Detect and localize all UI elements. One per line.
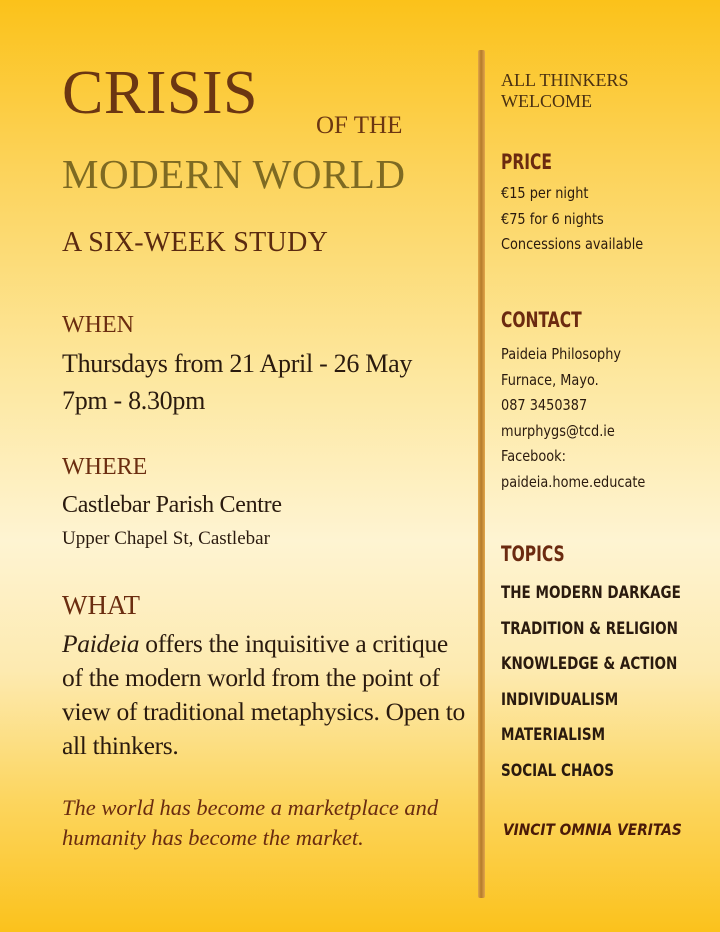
price-line: €75 for 6 nights [501, 209, 604, 228]
topic-item: MATERIALISM [501, 725, 606, 744]
contact-line: Facebook: [501, 447, 566, 465]
when-dates: Thursdays from 21 April - 26 May [62, 349, 413, 378]
vertical-divider [478, 50, 485, 898]
title-of-the: OF THE [316, 112, 403, 139]
price-heading: PRICE [501, 150, 553, 174]
topic-item: KNOWLEDGE & ACTION [501, 654, 678, 673]
price-line: Concessions available [501, 235, 644, 253]
description-text: offers the inquisitive a critique of the modern world from the point of view of traditional metaphysics. Open to all thinkers. [62, 629, 465, 760]
contact-phone: 087 3450387 [501, 396, 588, 414]
topic-item: INDIVIDUALISM [501, 689, 619, 709]
where-address: Upper Chapel St, Castlebar [62, 528, 270, 549]
topics-list [501, 575, 681, 788]
where-heading: WHERE [62, 454, 148, 480]
subtitle: A SIX-WEEK STUDY [62, 227, 329, 258]
brand-name: Paideia [62, 629, 140, 658]
contact-line: Furnace, Mayo. [501, 370, 599, 389]
contact-line: Paideia Philosophy [501, 345, 622, 363]
contact-email: murphygs@tcd.ie [501, 421, 615, 440]
quote: The world has become a marketplace and humanity has become the market. [62, 795, 439, 850]
what-description [62, 627, 472, 763]
contact-facebook: paideia.home.educate [501, 472, 646, 491]
price-list [501, 181, 643, 258]
price-line: €15 per night [501, 184, 589, 202]
contact-heading: CONTACT [501, 308, 582, 332]
where-venue: Castlebar Parish Centre [62, 492, 282, 518]
topic-item: THE MODERN DARKAGE [501, 583, 681, 602]
motto: VINCIT OMNIA VERITAS [503, 820, 682, 839]
when-heading: WHEN [62, 312, 134, 338]
title-modern-world: MODERN WORLD [62, 151, 406, 197]
topic-item: TRADITION & RELIGION [501, 618, 678, 638]
what-heading: WHAT [62, 590, 140, 620]
topics-heading: TOPICS [501, 542, 565, 566]
title-crisis: CRISIS [62, 59, 258, 127]
welcome-text: ALL THINKERS WELCOME [501, 70, 629, 111]
topic-item: SOCIAL CHAOS [501, 760, 614, 780]
when-time: 7pm - 8.30pm [62, 386, 206, 415]
contact-list [501, 342, 645, 495]
